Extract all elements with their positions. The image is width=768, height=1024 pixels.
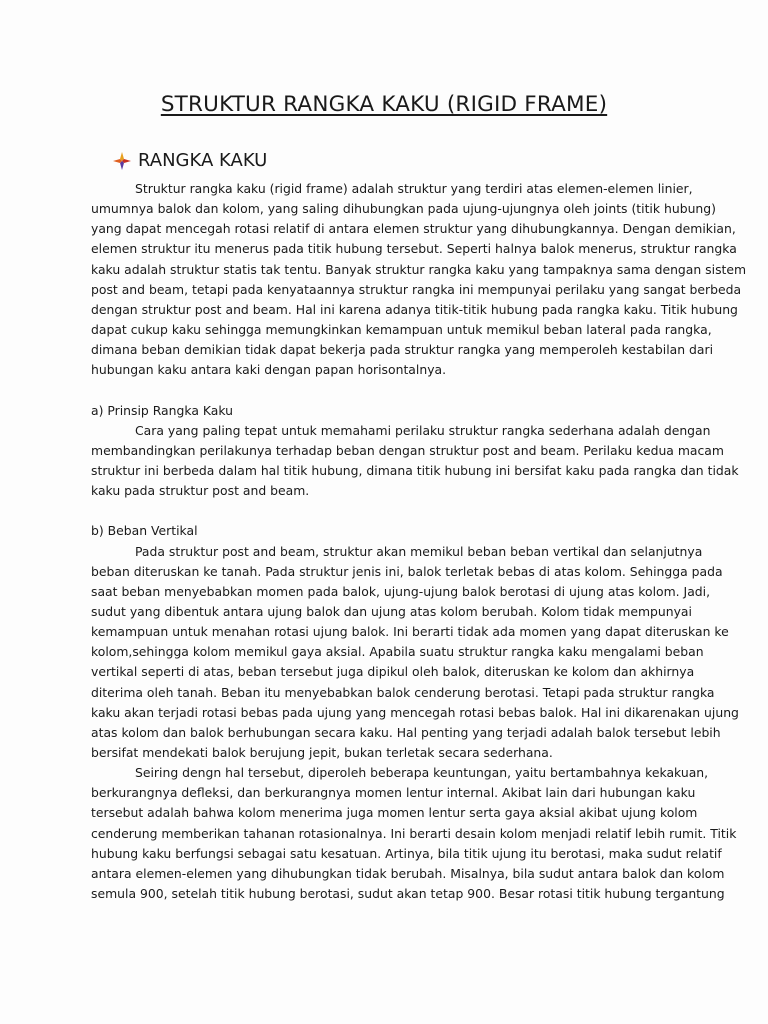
paragraph-line: vertikal seperti di atas, beban tersebut juga dipikul oleh balok, diteruskan ke kolom dan akhirnya: [91, 664, 695, 680]
paragraph-line: saat beban menyebabkan momen pada balok, ujung-ujung balok berotasi di ujung atas kolom. Jadi,: [91, 583, 711, 599]
paragraph-line: bersifat mendekati balok berujung jepit, bukan terletak secara sederhana.: [91, 744, 553, 760]
paragraph-line: kaku pada struktur post and beam.: [91, 483, 310, 499]
paragraph-line: umumnya balok dan kolom, yang saling dihubungkan pada ujung-ujungnya oleh joints (titik hubung): [91, 201, 716, 217]
paragraph-line: membandingkan perilakunya terhadap beban dengan struktur post and beam. Perilaku kedua macam: [91, 442, 724, 458]
paragraph-line: tersebut adalah bahwa kolom menerima juga momen lentur serta gaya aksial akibat ujung kolom: [91, 805, 698, 821]
document-title: STRUKTUR RANGKA KAKU (RIGID FRAME): [160, 92, 608, 117]
paragraph-line: kemampuan untuk menahan rotasi ujung balok. Ini berarti tidak ada momen yang dapat diteruskan ke: [91, 624, 729, 640]
paragraph-line: elemen struktur itu menerus pada titik hubung tersebut. Seperti halnya balok menerus, struktur rangka: [91, 241, 737, 257]
paragraph-line: struktur ini berbeda dalam hal titik hubung, dimana titik hubung ini bersifat kaku pada rangka dan tidak: [91, 462, 739, 478]
paragraph-line: Seiring dengn hal tersebut, diperoleh beberapa keuntungan, yaitu bertambahnya kekakuan,: [135, 765, 709, 781]
paragraph-line: atas kolom dan balok berhubungan secara kaku. Hal penting yang terjadi adalah balok tersebut lebih: [91, 724, 721, 740]
paragraph-spacer: [91, 501, 673, 521]
paragraph-line: yang dapat mencegah rotasi relatif di antara elemen struktur yang dihubungkannya. Dengan demikian,: [91, 221, 736, 237]
paragraph-line: cenderung memberikan tahanan rotasionalnya. Ini berarti desain kolom menjadi relatif lebih rumit. Titik: [91, 825, 737, 841]
paragraph-line: Cara yang paling tepat untuk memahami perilaku struktur rangka sederhana adalah dengan: [135, 422, 711, 438]
paragraph-line: post and beam, tetapi pada kenyataannya struktur rangka ini mempunyai perilaku yang sangat berbeda: [91, 281, 742, 297]
section-heading-text: RANGKA KAKU: [138, 150, 268, 171]
paragraph-line: Struktur rangka kaku (rigid frame) adalah struktur yang terdiri atas elemen-elemen linier,: [135, 181, 693, 196]
four-point-star-bullet-icon: [112, 151, 132, 171]
paragraph-line: hubung kaku berfungsi sebagai satu kesatuan. Artinya, bila titik ujung itu berotasi, maka sudut relatif: [91, 845, 722, 861]
paragraph-line: dapat cukup kaku sehingga memungkinkan kemampuan untuk memikul beban lateral pada rangka,: [91, 321, 712, 337]
section-heading: [112, 150, 267, 171]
paragraph-line: hubungan kaku antara kaki dengan papan horisontalnya.: [91, 362, 447, 378]
paragraph-spacer: [91, 380, 673, 400]
paragraph-line: semula 900, setelah titik hubung berotasi, sudut akan tetap 900. Besar rotasi titik hubung tergantung: [91, 885, 725, 901]
subsection-b-heading: b) Beban Vertikal: [91, 523, 198, 539]
paragraph-line: dengan struktur post and beam. Hal ini karena adanya titik-titik hubung pada rangka kaku. Titik hubung: [91, 301, 738, 317]
paragraph-line: berkurangnya defleksi, dan berkurangnya momen lentur internal. Akibat lain dari hubungan kaku: [91, 785, 696, 801]
subsection-a-heading: a) Prinsip Rangka Kaku: [91, 402, 233, 418]
paragraph-line: Pada struktur post and beam, struktur akan memikul beban beban vertikal dan selanjutnya: [135, 543, 703, 559]
paragraph-line: antara elemen-elemen yang dihubungkan tidak berubah. Misalnya, bila sudut antara balok dan kolom: [91, 865, 725, 881]
paragraph-line: dimana beban demikian tidak dapat bekerja pada struktur rangka yang memperoleh kestabilan dari: [91, 342, 714, 358]
paragraph-line: diterima oleh tanah. Beban itu menyebabkan balok cenderung berotasi. Tetapi pada struktur rangka: [91, 684, 715, 700]
paragraph-line: kaku adalah struktur statis tak tentu. Banyak struktur rangka kaku yang tampaknya sama dengan sistem: [91, 261, 747, 277]
paragraph-line: sudut yang dibentuk antara ujung balok dan ujung atas kolom berubah. Kolom tidak mempunyai: [91, 603, 692, 619]
document-body: [91, 179, 747, 904]
paragraph-line: beban diteruskan ke tanah. Pada struktur jenis ini, balok terletak bebas di atas kolom. Sehingga pada: [91, 563, 723, 579]
paragraph-line: kaku akan terjadi rotasi bebas pada ujung yang mencegah rotasi bebas balok. Hal ini dikarenakan ujung: [91, 704, 739, 720]
paragraph-line: kolom,sehingga kolom memikul gaya aksial. Apabila suatu struktur rangka kaku mengalami beban: [91, 644, 704, 660]
